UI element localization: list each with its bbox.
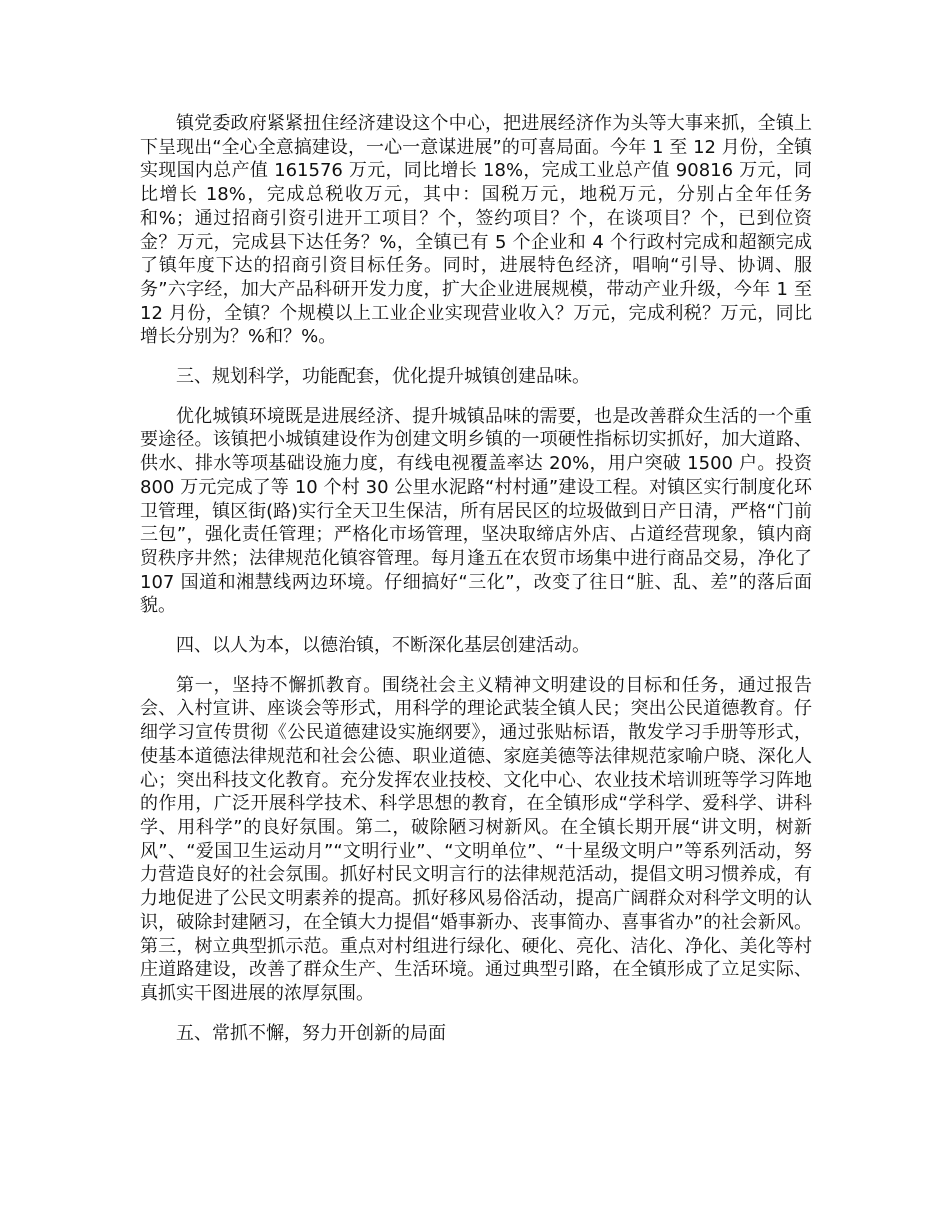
paragraph-gap (140, 618, 812, 634)
paragraph-education: 第一，坚持不懈抓教育。围绕社会主义精神文明建设的目标和任务，通过报告会、入村宣讲、座谈会等形式，用科学的理论武装全镇人民；突出公民道德教育。仔细学习宣传贯彻《公民道德建设实施纲要》，通过张贴标语，散发学习手册等形式，使基本道德法律规范和社会公德、职业道德、家庭美德等法律规范家喻户晓、深化人心；突出科技文化教育。充分发挥农业技校、文化中心、农业技术培训班等学习阵地的作用，广泛开展科学技术、科学思想的教育，在全镇形成“学科学、爱科学、讲科学、用科学”的良好氛围。第二，破除陋习树新风。在全镇长期开展“讲文明，树新风”、“爱国卫生运动月”“文明行业”、“文明单位”、“十星级文明户”等系列活动，努力营造良好的社会氛围。抓好村民文明言行的法律规范活动，提倡文明习惯养成，有力地促进了公民文明素养的提高。抓好移风易俗活动，提高广阔群众对科学文明的认识，破除封建陋习，在全镇大力提倡“婚事新办、丧事简办、喜事省办”的社会新风。第三，树立典型抓示范。重点对村组进行绿化、硬化、亮化、洁化、净化、美化等村庄道路建设，改善了群众生产、生活环境。通过典型引路，在全镇形成了立足实际、真抓实干图进展的浓厚氛围。 (140, 674, 812, 1004)
paragraph-gap (140, 658, 812, 674)
paragraph-economy: 镇党委政府紧紧扭住经济建设这个中心，把进展经济作为头等大事来抓，全镇上下呈现出“全心全意搞建设，一心一意谋进展”的可喜局面。今年 1 至 12 月份，全镇实现国内总产值 161576 万元，同比增长 18%，完成工业总产值 90816 万元，同比增长 18%，完成总税收万元，其中：国税万元，地税万元，分别占全年任务和%；通过招商引资引进开工项目？个，签约项目？个，在谈项目？个，已到位资金？万元，完成县下达任务？%，全镇已有 5 个企业和 4 个行政村完成和超额完成了镇年度下达的招商引资目标任务。同时，进展特色经济，唱响“引导、协调、服务”六字经，加大产品科研开发力度，扩大企业进展规模，带动产业升级，今年 1 至 12 月份，全镇？个规模以上工业企业实现营业收入？万元，完成利税？万元，同比增长分别为？%和？%。 (140, 113, 812, 348)
paragraph-gap (140, 349, 812, 365)
paragraph-gap (140, 1006, 812, 1022)
paragraph-town-planning: 优化城镇环境既是进展经济、提升城镇品味的需要，也是改善群众生活的一个重要途径。该镇把小城镇建设作为创建文明乡镇的一项硬性指标切实抓好，加大道路、供水、排水等项基础设施力度，有线电视覆盖率达 20%，用户突破 1500 户。投资 800 万元完成了等 10 个村 30 公里水泥路“村村通”建设工程。对镇区实行制度化环卫管理，镇区街(路)实行全天卫生保洁，所有居民区的垃圾做到日产日清，严格“门前三包”，强化责任管理；严格化市场管理，坚决取缔店外店、占道经营现象，镇内商贸秩序井然；法律规范化镇容管理。每月逢五在农贸市场集中进行商品交易，净化了 107 国道和湘慧线两边环境。仔细搞好“三化”，改变了往日“脏、乱、差”的落后面貌。 (140, 405, 812, 617)
section-heading-5: 五、常抓不懈，努力开创新的局面 (176, 1022, 446, 1044)
paragraph-gap (140, 389, 812, 405)
section-heading-3: 三、规划科学，功能配套，优化提升城镇创建品味。 (176, 366, 590, 388)
document-page (140, 112, 812, 1045)
section-heading-4: 四、以人为本，以德治镇，不断深化基层创建活动。 (176, 635, 590, 657)
